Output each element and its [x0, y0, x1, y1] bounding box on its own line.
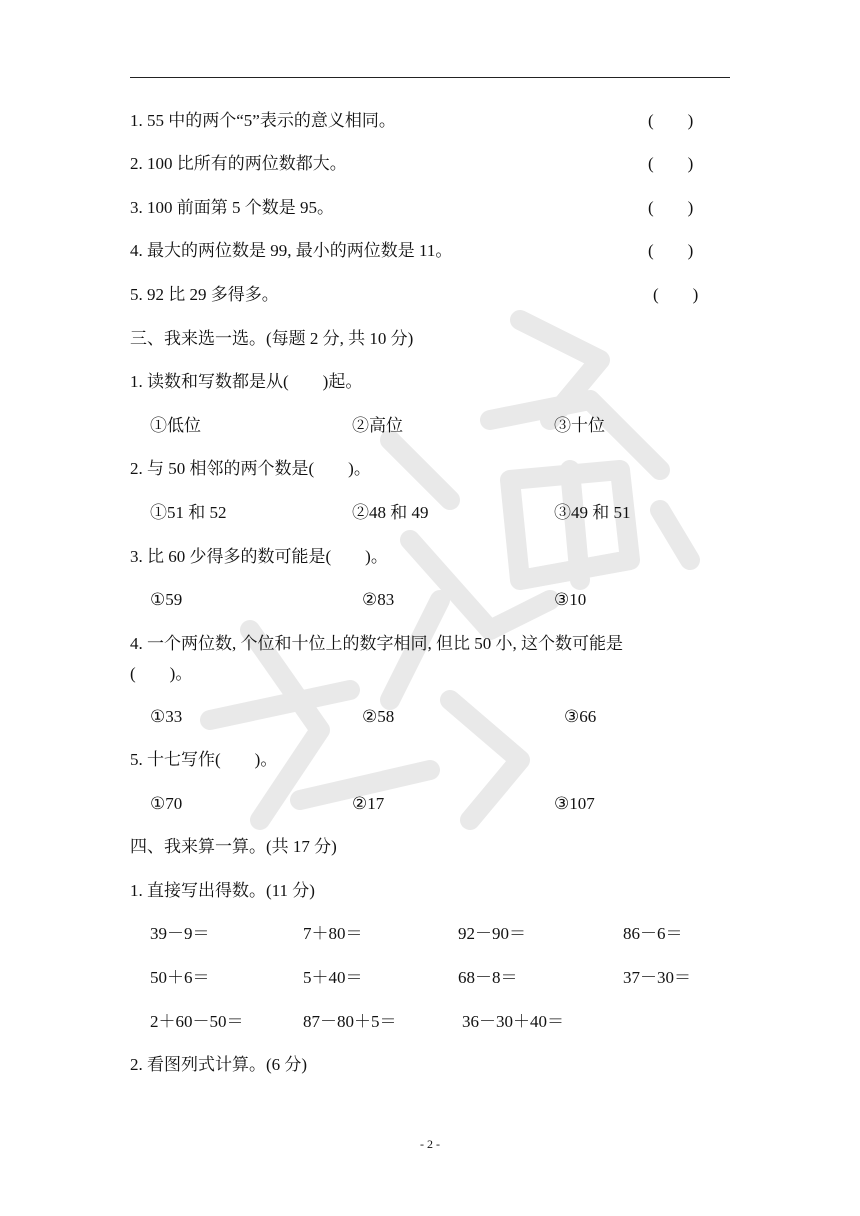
answer-blank-1[interactable]: ( ) [648, 111, 694, 130]
section-title-calculate: 四、我来算一算。(共 17 分) [130, 837, 337, 856]
calc-expression: 92－90＝ [458, 924, 526, 943]
choice-question-2: 2. 与 50 相邻的两个数是( )。 [130, 459, 371, 478]
page-number: - 2 - [420, 1137, 440, 1151]
choice-5-option-c[interactable]: ③107 [554, 794, 595, 813]
choice-question-4: 4. 一个两位数, 个位和十位上的数字相同, 但比 50 小, 这个数可能是 [130, 634, 623, 653]
choice-question-1: 1. 读数和写数都是从( )起。 [130, 372, 363, 391]
choice-2-option-c[interactable]: ③49 和 51 [554, 503, 631, 522]
judge-item-3: 3. 100 前面第 5 个数是 95。 [130, 198, 334, 217]
choice-5-option-a[interactable]: ①70 [150, 794, 183, 813]
choice-4-option-b[interactable]: ②58 [362, 707, 395, 726]
choice-question-5: 5. 十七写作( )。 [130, 750, 278, 769]
answer-blank-3[interactable]: ( ) [648, 198, 694, 217]
judge-item-4: 4. 最大的两位数是 99, 最小的两位数是 11。 [130, 241, 453, 260]
answer-blank-2[interactable]: ( ) [648, 154, 694, 173]
calc-expression: 2＋60－50＝ [150, 1012, 244, 1031]
choice-1-option-c[interactable]: ③十位 [554, 416, 605, 435]
choice-4-option-a[interactable]: ①33 [150, 707, 183, 726]
calc-expression: 87－80＋5＝ [303, 1012, 397, 1031]
header-rule [130, 77, 730, 78]
choice-3-option-a[interactable]: ①59 [150, 590, 183, 609]
calc-expression: 37－30＝ [623, 968, 691, 987]
choice-1-option-a[interactable]: ①低位 [150, 416, 201, 435]
choice-3-option-c[interactable]: ③10 [554, 590, 587, 609]
choice-4-option-c[interactable]: ③66 [564, 707, 597, 726]
answer-blank-5[interactable]: ( ) [653, 285, 699, 304]
choice-5-option-b[interactable]: ②17 [352, 794, 385, 813]
calc-expression: 36－30＋40＝ [462, 1012, 564, 1031]
calc-expression: 50＋6＝ [150, 968, 210, 987]
calc-question-1-title: 1. 直接写出得数。(11 分) [130, 881, 315, 900]
calc-question-2-title: 2. 看图列式计算。(6 分) [130, 1055, 308, 1074]
calc-expression: 68－8＝ [458, 968, 518, 987]
judge-item-2: 2. 100 比所有的两位数都大。 [130, 154, 347, 173]
calc-expression: 39－9＝ [150, 924, 210, 943]
section-title-choose: 三、我来选一选。(每题 2 分, 共 10 分) [130, 329, 414, 348]
choice-1-option-b[interactable]: ②高位 [352, 416, 403, 435]
choice-question-3: 3. 比 60 少得多的数可能是( )。 [130, 547, 388, 566]
choice-question-4-cont: ( )。 [130, 664, 193, 683]
judge-item-5: 5. 92 比 29 多得多。 [130, 285, 279, 304]
judge-item-1: 1. 55 中的两个“5”表示的意义相同。 [130, 111, 396, 130]
calc-expression: 7＋80＝ [303, 924, 363, 943]
answer-blank-4[interactable]: ( ) [648, 241, 694, 260]
calc-expression: 86－6＝ [623, 924, 683, 943]
choice-3-option-b[interactable]: ②83 [362, 590, 395, 609]
calc-expression: 5＋40＝ [303, 968, 363, 987]
choice-2-option-a[interactable]: ①51 和 52 [150, 503, 227, 522]
choice-2-option-b[interactable]: ②48 和 49 [352, 503, 429, 522]
